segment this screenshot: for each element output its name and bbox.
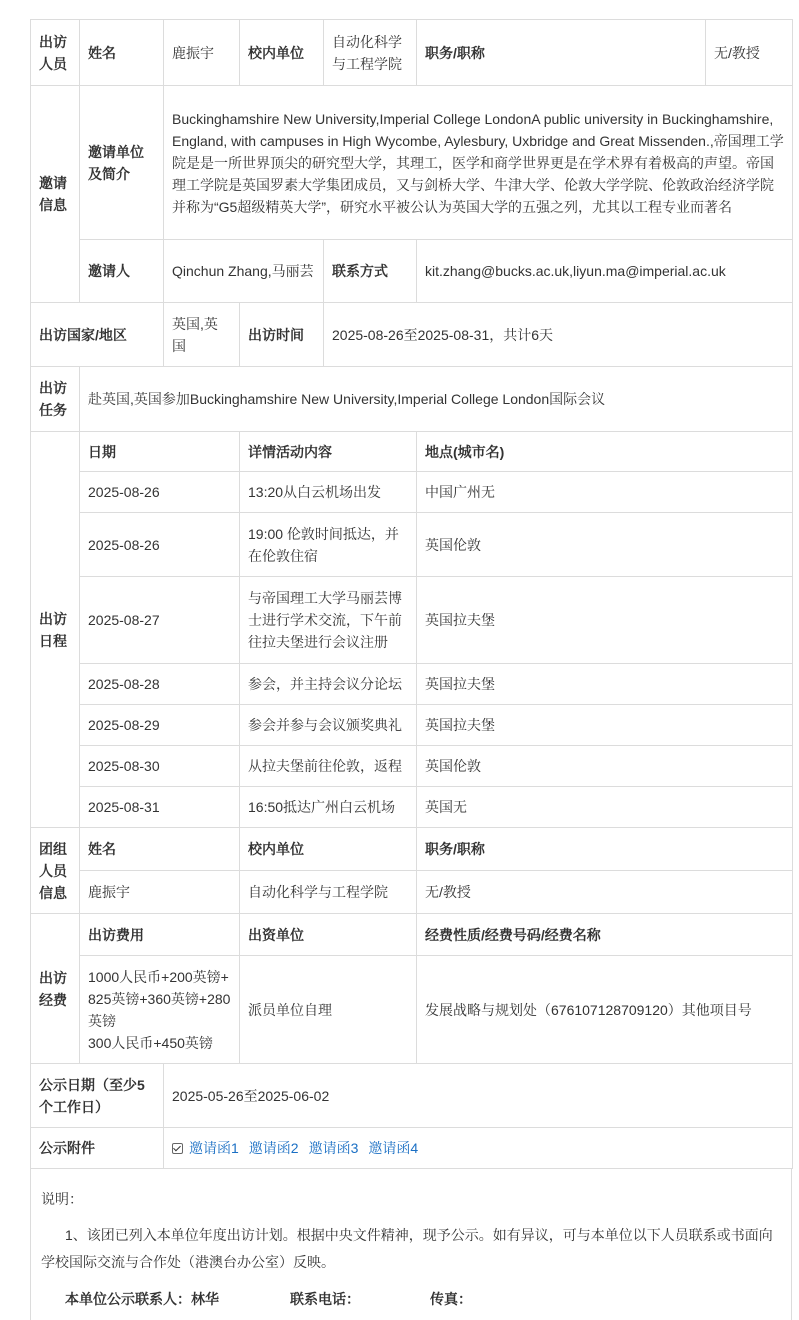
itinerary-date: 2025-08-27 xyxy=(80,577,240,664)
destination-row xyxy=(31,303,793,367)
visitor-unit: 自动化科学与工程学院 xyxy=(324,20,417,86)
itinerary-row xyxy=(31,472,793,513)
itinerary-place: 英国伦敦 xyxy=(417,513,793,577)
itinerary-header-activity: 详情活动内容 xyxy=(240,432,417,472)
funding-cost-line: 1000人民币+200英镑+825英镑+360英镑+280英镑 xyxy=(88,968,231,1029)
itinerary-header-date: 日期 xyxy=(80,432,240,472)
announce-period-label: 公示日期（至少5个工作日） xyxy=(31,1064,164,1128)
invitation-org-row xyxy=(31,86,793,240)
itinerary-activity: 16:50抵达广州白云机场 xyxy=(240,787,417,828)
funding-cost-line: 300人民币+450英镑 xyxy=(88,1034,213,1051)
itinerary-place: 中国广州无 xyxy=(417,472,793,513)
task-row xyxy=(31,367,793,432)
funding-section-label: 出访经费 xyxy=(31,914,80,1064)
itinerary-place: 英国无 xyxy=(417,787,793,828)
contact-person-label: 本单位公示联系人： xyxy=(65,1291,191,1307)
itinerary-place: 英国伦敦 xyxy=(417,746,793,787)
notes-paragraph: 1、该团已列入本单位年度出访计划。根据中央文件精神，现予公示。如有异议，可与本单位以下人员联系或书面向学校国际交流与合作处（港澳台办公室）反映。 xyxy=(41,1227,773,1270)
fax-label: 传真： xyxy=(430,1291,472,1307)
itinerary-date: 2025-08-26 xyxy=(80,472,240,513)
announce-period-row xyxy=(31,1064,793,1128)
time-label: 出访时间 xyxy=(240,303,324,367)
funding-header-payer: 出资单位 xyxy=(240,914,417,956)
itinerary-activity: 与帝国理工大学马丽芸博士进行学术交流，下午前往拉夫堡进行会议注册 xyxy=(240,577,417,664)
group-header-unit: 校内单位 xyxy=(240,828,417,871)
itinerary-date: 2025-08-31 xyxy=(80,787,240,828)
group-member-row xyxy=(31,871,793,914)
contact-value: kit.zhang@bucks.ac.uk,liyun.ma@imperial.ac.uk xyxy=(417,240,793,303)
inviter-label: 邀请人 xyxy=(80,240,164,303)
group-header-row xyxy=(31,828,793,871)
checkbox-icon[interactable] xyxy=(172,1143,183,1154)
funding-header-nature: 经费性质/经费号码/经费名称 xyxy=(417,914,793,956)
group-member-name: 鹿振宇 xyxy=(80,871,240,914)
itinerary-row xyxy=(31,664,793,705)
task-text: 赴英国,英国参加Buckinghamshire New University,Imperial College London国际会议 xyxy=(80,367,793,432)
notes-title: 说明： xyxy=(41,1191,83,1207)
contact-person-name: 林华 xyxy=(191,1291,219,1307)
itinerary-header-row xyxy=(31,432,793,472)
itinerary-row xyxy=(31,746,793,787)
attachments-list xyxy=(164,1128,793,1169)
group-member-unit: 自动化科学与工程学院 xyxy=(240,871,417,914)
itinerary-row xyxy=(31,787,793,828)
invitation-section-label: 邀请信息 xyxy=(31,86,80,303)
group-member-position: 无/教授 xyxy=(417,871,793,914)
itinerary-row xyxy=(31,577,793,664)
visitor-row xyxy=(31,20,793,86)
itinerary-activity: 参会，并主持会议分论坛 xyxy=(240,664,417,705)
itinerary-date: 2025-08-28 xyxy=(80,664,240,705)
country-label: 出访国家/地区 xyxy=(31,303,164,367)
visitor-section-label: 出访人员 xyxy=(31,20,80,86)
group-header-position: 职务/职称 xyxy=(417,828,793,871)
visitor-name: 鹿振宇 xyxy=(164,20,240,86)
invitation-inviter-row xyxy=(31,240,793,303)
phone-label: 联系电话： xyxy=(290,1291,360,1307)
visitor-unit-label: 校内单位 xyxy=(240,20,324,86)
funding-row xyxy=(31,956,793,1064)
funding-header-row xyxy=(31,914,793,956)
invitation-org-text: Buckinghamshire New University,Imperial College LondonA public university in Buckinghamshire, England, with campuses in High Wycombe, Aylesbury, Uxbridge and Great Missenden.,帝国理工学院是是一所世界顶尖的研究型大学，其理工，医学和商学世界更是在学术界有着极高的声望。帝国理工学院是英国罗素大学集团成员，又与剑桥大学、牛津大学、伦敦大学学院、伦敦政治经济学院并称为“G5超级精英大学”，研究水平被公认为英国大学的五强之列，尤其以工程专业而著名 xyxy=(164,86,793,240)
contact-label: 联系方式 xyxy=(324,240,417,303)
group-header-name: 姓名 xyxy=(80,828,240,871)
visitor-name-label: 姓名 xyxy=(80,20,164,86)
itinerary-row xyxy=(31,705,793,746)
itinerary-activity: 13:20从白云机场出发 xyxy=(240,472,417,513)
attachment-link-1[interactable]: 邀请函1 xyxy=(189,1140,239,1156)
itinerary-date: 2025-08-26 xyxy=(80,513,240,577)
itinerary-place: 英国拉夫堡 xyxy=(417,664,793,705)
itinerary-activity: 参会并参与会议颁奖典礼 xyxy=(240,705,417,746)
funding-cost xyxy=(80,956,240,1064)
funding-payer: 派员单位自理 xyxy=(240,956,417,1064)
announce-period-value: 2025-05-26至2025-06-02 xyxy=(164,1064,793,1128)
inviter-value: Qinchun Zhang,马丽芸 xyxy=(164,240,324,303)
funding-nature: 发展战略与规划处（676107128709120）其他项目号 xyxy=(417,956,793,1064)
invitation-org-label: 邀请单位及简介 xyxy=(80,86,164,240)
attachment-link-2[interactable]: 邀请函2 xyxy=(248,1140,299,1156)
itinerary-place: 英国拉夫堡 xyxy=(417,577,793,664)
attachment-link-3[interactable]: 邀请函3 xyxy=(308,1140,359,1156)
funding-header-cost: 出访费用 xyxy=(80,914,240,956)
itinerary-activity: 从拉夫堡前往伦敦，返程 xyxy=(240,746,417,787)
attachment-link-4[interactable]: 邀请函4 xyxy=(368,1140,419,1156)
task-section-label: 出访任务 xyxy=(31,367,80,432)
country-value: 英国,英国 xyxy=(164,303,240,367)
itinerary-date: 2025-08-29 xyxy=(80,705,240,746)
group-section-label: 团组人员信息 xyxy=(31,828,80,914)
attachments-label: 公示附件 xyxy=(31,1128,164,1169)
itinerary-activity: 19:00 伦敦时间抵达，并在伦敦住宿 xyxy=(240,513,417,577)
application-table xyxy=(30,19,793,1169)
itinerary-date: 2025-08-30 xyxy=(80,746,240,787)
contact-person xyxy=(65,1289,219,1309)
itinerary-place: 英国拉夫堡 xyxy=(417,705,793,746)
visitor-position: 无/教授 xyxy=(706,20,793,86)
visitor-position-label: 职务/职称 xyxy=(417,20,706,86)
time-value: 2025-08-26至2025-08-31，共计6天 xyxy=(324,303,793,367)
itinerary-section-label: 出访日程 xyxy=(31,432,80,828)
itinerary-header-place: 地点(城市名) xyxy=(417,432,793,472)
attachments-row xyxy=(31,1128,793,1169)
itinerary-row xyxy=(31,513,793,577)
